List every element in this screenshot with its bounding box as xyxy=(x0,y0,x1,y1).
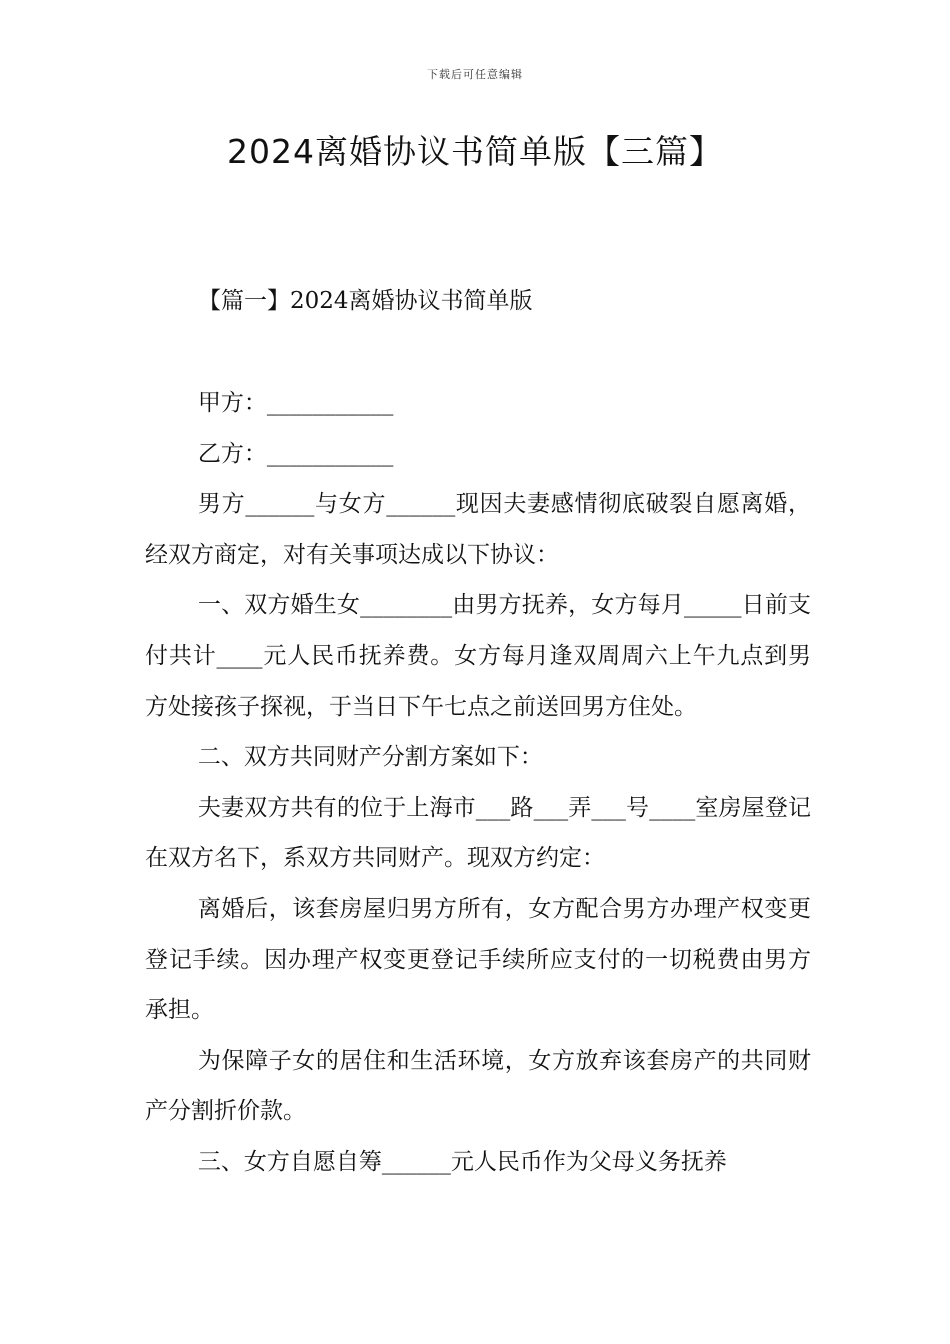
paragraph-clause-2: 二、双方共同财产分割方案如下： xyxy=(197,744,543,771)
header-note: 下载后可任意编辑 xyxy=(427,68,523,81)
paragraph-intro: 男方______与女方______现因夫妻感情彻底破裂自愿离婚，经双方商定，对有关事项达成以下协议： xyxy=(145,491,811,568)
paragraph-waiver: 为保障子女的居住和生活环境，女方放弃该套房产的共同财产分割折价款。 xyxy=(145,1047,811,1125)
section-heading: 【篇一】2024离婚协议书简单版 xyxy=(198,288,533,314)
paragraph-clause-3: 三、女方自愿自筹______元人民币作为父母义务抚养 xyxy=(197,1148,727,1175)
paragraph-clause-1: 一、双方婚生女________由男方抚养，女方每月_____日前支付共计____元人民币抚养费。女方每月逢双周周六上午九点到男方处接孩子探视，于当日下午七点之前送回男方住处。 xyxy=(145,592,811,720)
paragraph-party-a: 甲方：___________ xyxy=(197,390,394,416)
paragraph-after-divorce: 离婚后，该套房屋归男方所有，女方配合男方办理产权变更登记手续。因办理产权变更登记手续所应支付的一切税费由男方承担。 xyxy=(145,895,811,1024)
paragraph-property: 夫妻双方共有的位于上海市___路___弄___号____室房屋登记在双方名下，系双方共同财产。现双方约定： xyxy=(145,794,811,872)
page-title: 2024离婚协议书简单版【三篇】 xyxy=(227,132,723,171)
document-body xyxy=(145,378,811,1188)
paragraph-party-b: 乙方：___________ xyxy=(197,440,394,467)
